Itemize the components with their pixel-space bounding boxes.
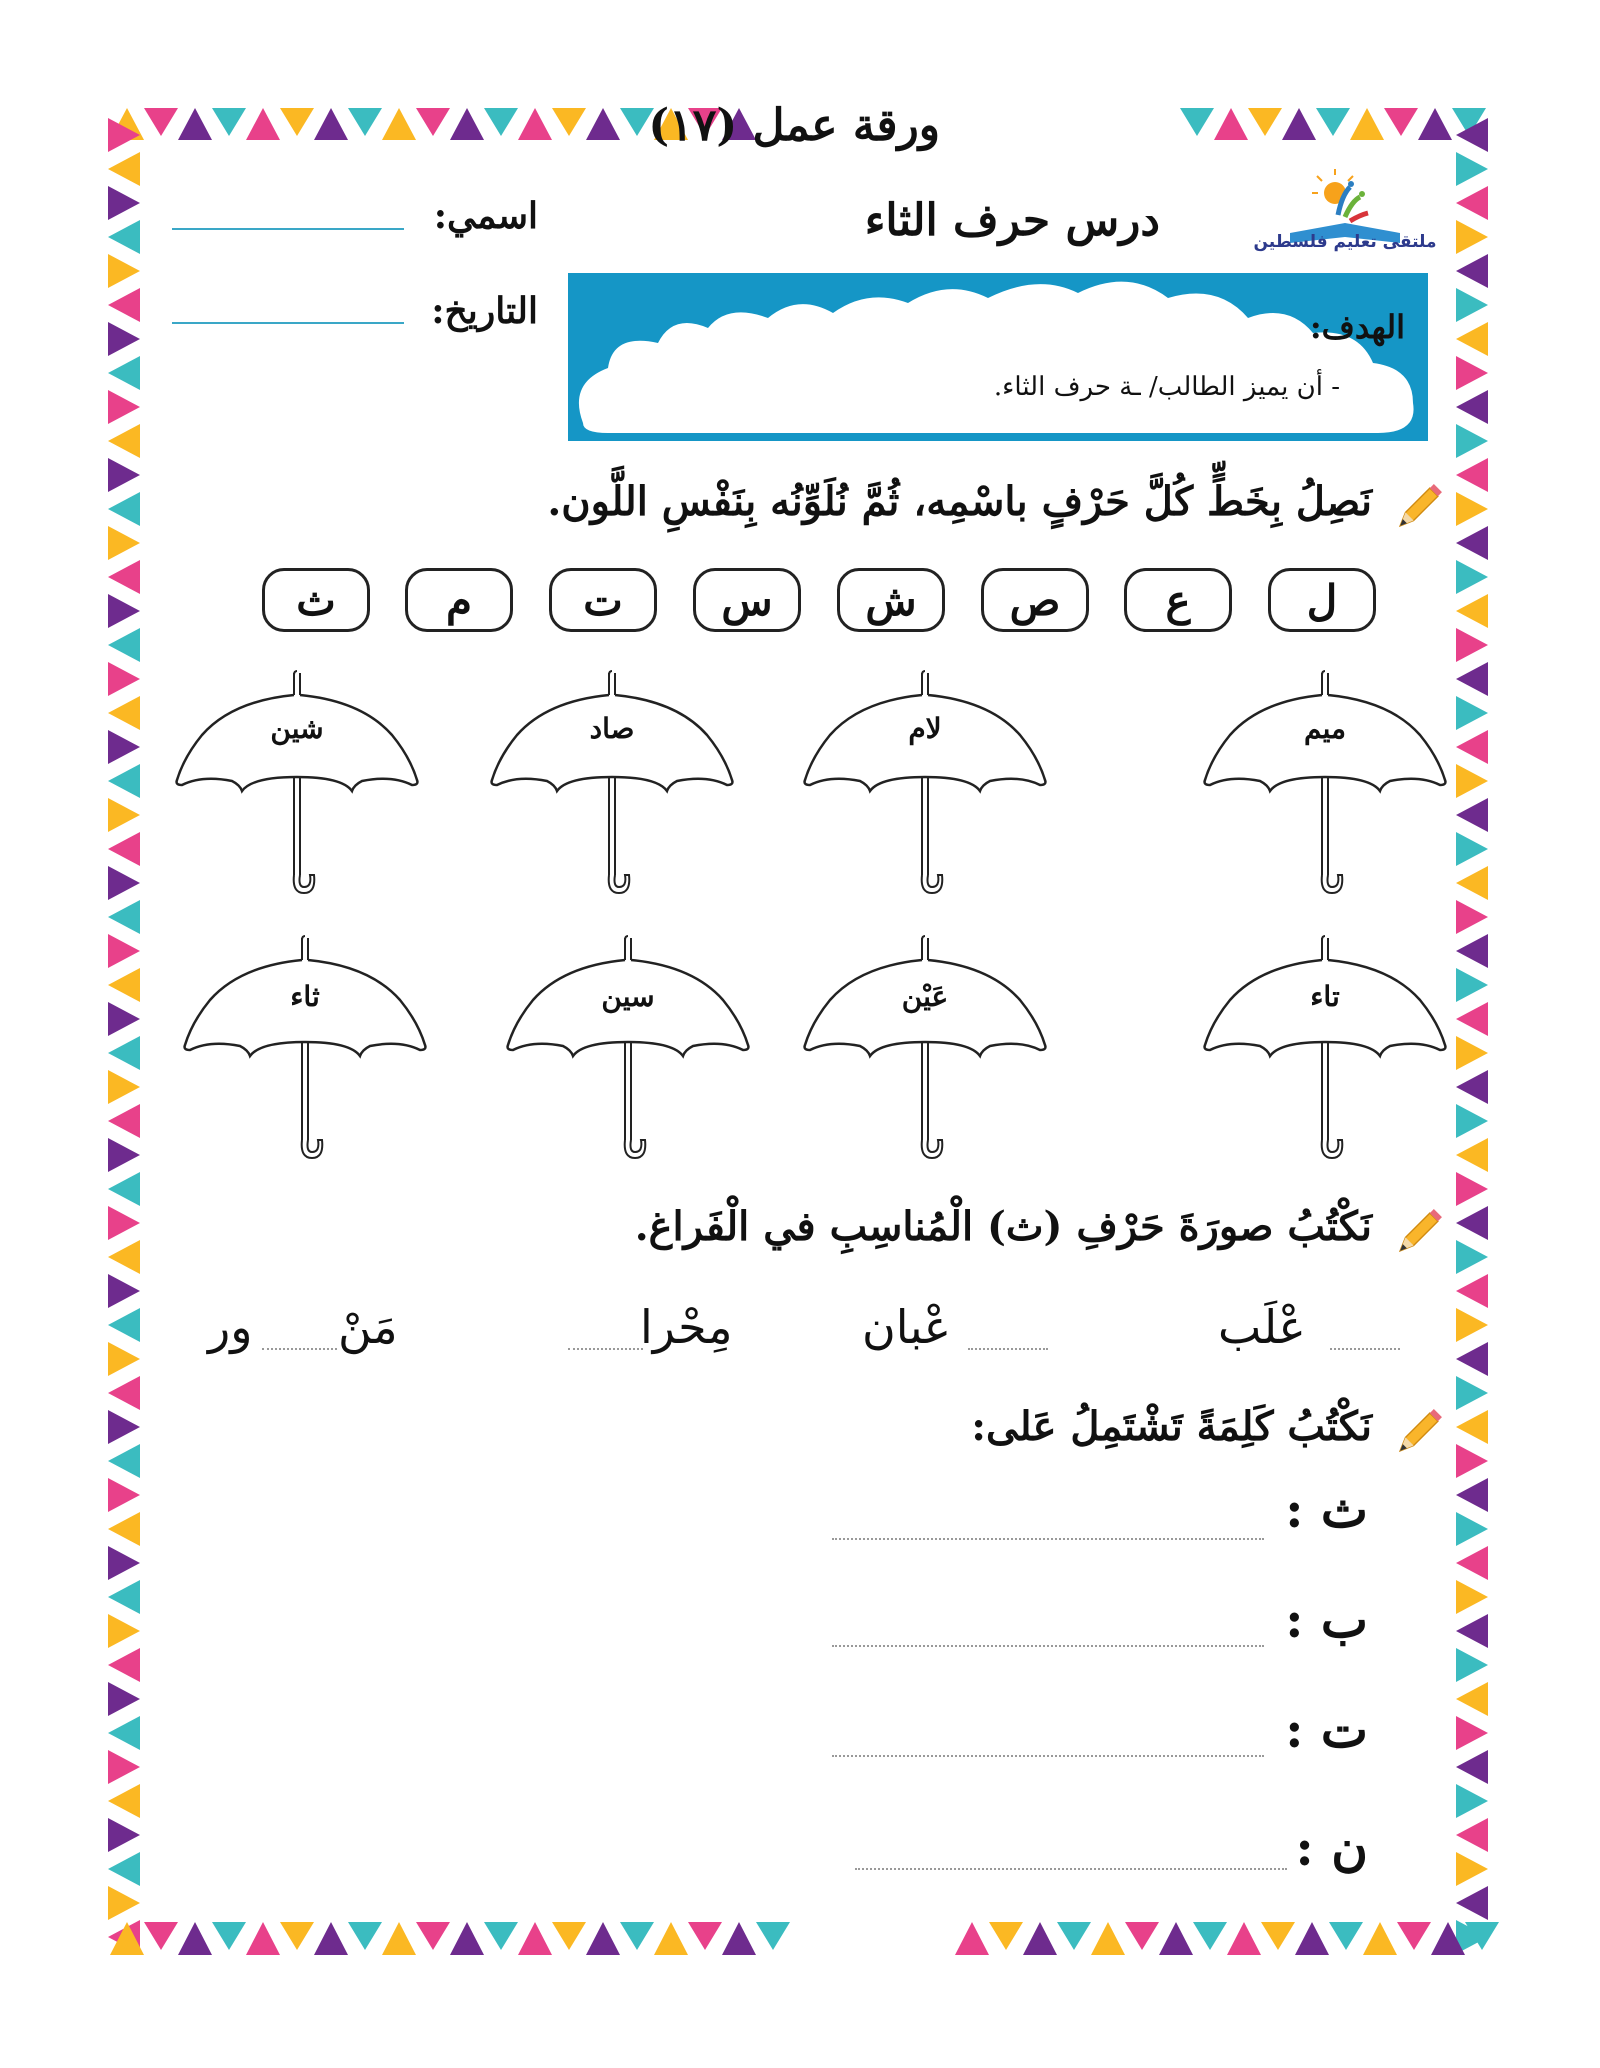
letter-box-tha[interactable]: ث: [262, 568, 370, 632]
lesson-title: درس حرف الثاء: [864, 195, 1160, 246]
blank-3[interactable]: [568, 1348, 643, 1350]
letter-box-mim[interactable]: م: [405, 568, 513, 632]
letter-ba-label: ب :: [1285, 1590, 1368, 1649]
word-1: عْلَب: [1218, 1300, 1306, 1354]
letter-tha-label: ث :: [1285, 1480, 1368, 1539]
umbrella-ain[interactable]: [800, 930, 1050, 1160]
umbrella-label-ta: تاء: [1310, 980, 1340, 1013]
date-label: التاريخ:: [431, 290, 538, 332]
goal-title: الهدف:: [1309, 308, 1405, 346]
date-field[interactable]: [172, 322, 404, 324]
instruction-connect-letters: نَصِلُ بِخَطٍّ كُلَّ حَرْفٍ باسْمِه، ثُمَّ نُلَوِّنُه بِنَفْسِ اللَّون.: [547, 478, 1372, 525]
letter-box-sad[interactable]: ص: [981, 568, 1089, 632]
answer-line-ta[interactable]: [832, 1755, 1264, 1757]
letter-box-sin[interactable]: س: [693, 568, 801, 632]
word-4-end: ور: [208, 1300, 253, 1354]
pencil-icon: [1392, 1405, 1446, 1459]
umbrella-sad[interactable]: [487, 665, 737, 895]
letter-box-ain[interactable]: ع: [1124, 568, 1232, 632]
umbrella-label-meem: ميم: [1303, 712, 1347, 745]
word-3: مِحْرا: [640, 1300, 733, 1354]
umbrella-label-tha: ثاء: [290, 980, 320, 1013]
word-2: عْبان: [862, 1300, 952, 1354]
goal-box: [568, 273, 1428, 441]
instruction-write-word: نَكْتُبُ كَلِمَةً تَشْتَمِلُ عَلى:: [971, 1403, 1372, 1450]
letter-box-shin[interactable]: ش: [837, 568, 945, 632]
word-4-start: مَنْ: [338, 1300, 398, 1354]
umbrella-sheen[interactable]: [172, 665, 422, 895]
answer-line-noon[interactable]: [855, 1868, 1287, 1870]
worksheet-title: ورقة عمل (١٧): [648, 100, 940, 151]
letter-noon-label: ن :: [1295, 1818, 1368, 1877]
pencil-icon: [1392, 1205, 1446, 1259]
umbrella-lam[interactable]: [800, 665, 1050, 895]
letter-ta-label: ت :: [1285, 1700, 1368, 1759]
umbrella-ta[interactable]: [1200, 930, 1450, 1160]
pencil-icon: [1392, 480, 1446, 534]
answer-line-tha[interactable]: [832, 1538, 1264, 1540]
umbrella-label-sheen: شين: [270, 712, 324, 745]
goal-text: - أن يميز الطالب/ ـة حرف الثاء.: [993, 372, 1340, 402]
umbrella-label-seen: سين: [601, 980, 655, 1013]
umbrella-label-sad: صاد: [589, 712, 635, 745]
cloud-shape: [568, 273, 1428, 441]
blank-2[interactable]: [968, 1348, 1048, 1350]
name-field[interactable]: [172, 228, 404, 230]
instruction-fill-blank: نَكْتُبُ صورَةَ حَرْفِ (ث) الْمُناسِبِ في الْفَراغ.: [634, 1203, 1372, 1250]
blank-1[interactable]: [1330, 1348, 1400, 1350]
umbrella-tha[interactable]: [180, 930, 430, 1160]
umbrella-label-ain: عَيْن: [901, 980, 949, 1013]
answer-line-ba[interactable]: [832, 1645, 1264, 1647]
name-label: اسمي:: [433, 195, 538, 237]
letter-box-lam[interactable]: ل: [1268, 568, 1376, 632]
blank-4[interactable]: [262, 1348, 337, 1350]
umbrella-meem[interactable]: [1200, 665, 1450, 895]
logo-text: ملتقى تعليم فلسطين: [1253, 232, 1437, 252]
umbrella-seen[interactable]: [503, 930, 753, 1160]
umbrella-label-lam: لام: [908, 712, 942, 745]
letter-box-ta[interactable]: ت: [549, 568, 657, 632]
